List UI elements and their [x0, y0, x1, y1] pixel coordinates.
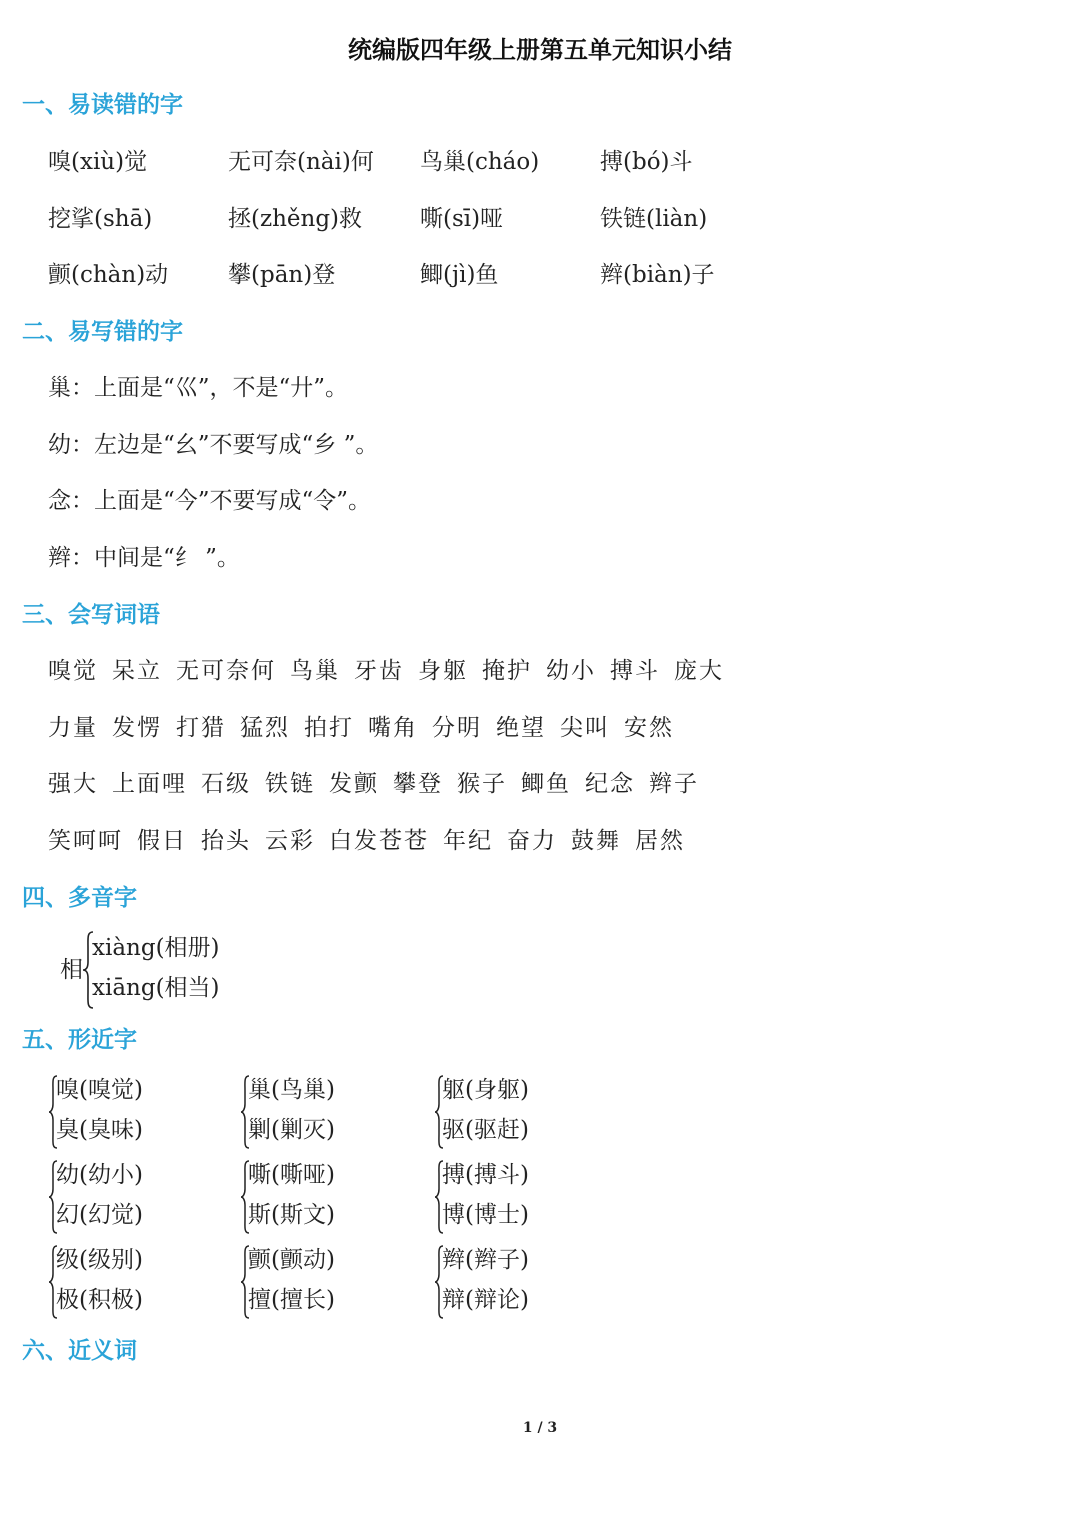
vocab-word: 猛烈 [240, 715, 290, 741]
vocab-word: 尖叫 [560, 715, 610, 741]
vocab-word: 无可奈何 [176, 658, 276, 684]
vocab-word: 发颤 [329, 771, 379, 797]
miswritten-note: 巢：上面是“巛”，不是“廾”。 [48, 375, 349, 401]
similar-char-pair [48, 1070, 248, 1154]
vocab-row [48, 821, 699, 861]
section-heading-polyphone: 四、多音字 [22, 885, 137, 911]
vocab-word: 上面哩 [112, 771, 187, 797]
vocab-word: 搏斗 [610, 658, 660, 684]
misread-row [0, 199, 1080, 239]
similar-char-entry: 斯(斯文) [248, 1202, 335, 1228]
section-heading-synonyms: 六、近义词 [22, 1338, 137, 1364]
vocab-word: 呆立 [112, 658, 162, 684]
vocab-word: 白发苍苍 [329, 828, 429, 854]
vocab-word: 牙齿 [354, 658, 404, 684]
polyphone-char: 相 [60, 957, 83, 983]
vocab-word: 抬头 [201, 828, 251, 854]
similar-char-entry: 巢(鸟巢) [248, 1077, 335, 1103]
vocab-row [48, 651, 738, 691]
vocab-word: 发愣 [112, 715, 162, 741]
polyphone-reading: xiàng(相册) [92, 935, 220, 961]
misread-row [0, 255, 1080, 295]
similar-char-entry: 躯(身躯) [442, 1077, 529, 1103]
misread-row [0, 142, 1080, 182]
similar-char-entry: 搏(搏斗) [442, 1162, 529, 1188]
miswritten-note: 念：上面是“今”不要写成“令”。 [48, 488, 372, 514]
similar-char-pair [434, 1155, 634, 1239]
similar-char-entry: 辫(辫子) [442, 1247, 529, 1273]
vocab-word: 鼓舞 [571, 828, 621, 854]
vocab-word: 身躯 [418, 658, 468, 684]
similar-char-entry: 颤(颤动) [248, 1247, 335, 1273]
vocab-word: 铁链 [265, 771, 315, 797]
vocab-word: 打猎 [176, 715, 226, 741]
miswritten-note: 幼：左边是“幺”不要写成“乡 ”。 [48, 432, 379, 458]
polyphone-group [60, 928, 320, 1012]
similar-char-entry: 嗅(嗅觉) [56, 1077, 143, 1103]
vocab-word: 掩护 [482, 658, 532, 684]
vocab-word: 纪念 [585, 771, 635, 797]
section-heading-similar-chars: 五、形近字 [22, 1027, 137, 1053]
misread-item: 鲫(jì)鱼 [420, 262, 499, 288]
vocab-word: 拍打 [304, 715, 354, 741]
similar-char-entry: 驱(驱赶) [442, 1117, 529, 1143]
misread-item: 嗅(xiù)觉 [48, 149, 148, 175]
vocab-word: 嗅觉 [48, 658, 98, 684]
document-title: 统编版四年级上册第五单元知识小结 [348, 36, 732, 64]
vocab-word: 绝望 [496, 715, 546, 741]
vocab-word: 强大 [48, 771, 98, 797]
similar-char-entry: 擅(擅长) [248, 1287, 335, 1313]
vocab-word: 奋力 [507, 828, 557, 854]
similar-char-entry: 臭(臭味) [56, 1117, 143, 1143]
similar-char-entry: 极(积极) [56, 1287, 143, 1313]
vocab-row [48, 708, 688, 748]
similar-char-entry: 博(博士) [442, 1202, 529, 1228]
similar-char-pair [240, 1240, 440, 1324]
similar-char-entry: 剿(剿灭) [248, 1117, 335, 1143]
similar-char-entry: 级(级别) [56, 1247, 143, 1273]
section-heading-misread: 一、易读错的字 [22, 92, 183, 118]
similar-char-entry: 嘶(嘶哑) [248, 1162, 335, 1188]
similar-char-pair [48, 1240, 248, 1324]
page-number: 1 / 3 [522, 1420, 558, 1436]
misread-item: 嘶(sī)哑 [420, 206, 504, 232]
similar-char-entry: 幼(幼小) [56, 1162, 143, 1188]
misread-item: 拯(zhěng)救 [228, 206, 363, 232]
vocab-word: 居然 [635, 828, 685, 854]
misread-item: 辫(biàn)子 [600, 262, 715, 288]
vocab-word: 嘴角 [368, 715, 418, 741]
similar-char-pair [240, 1070, 440, 1154]
vocab-word: 鲫鱼 [521, 771, 571, 797]
vocab-word: 云彩 [265, 828, 315, 854]
vocab-word: 假日 [137, 828, 187, 854]
polyphone-reading: xiāng(相当) [92, 975, 220, 1001]
vocab-word: 笑呵呵 [48, 828, 123, 854]
misread-item: 挖挲(shā) [48, 206, 153, 232]
miswritten-note: 辫：中间是“纟 ”。 [48, 545, 240, 571]
vocab-word: 安然 [624, 715, 674, 741]
vocab-word: 辫子 [649, 771, 699, 797]
similar-char-pair [434, 1070, 634, 1154]
vocab-word: 石级 [201, 771, 251, 797]
vocab-word: 幼小 [546, 658, 596, 684]
vocab-row [48, 764, 713, 804]
misread-item: 无可奈(nài)何 [228, 149, 374, 175]
vocab-word: 攀登 [393, 771, 443, 797]
similar-char-pair [240, 1155, 440, 1239]
misread-item: 铁链(liàn) [600, 206, 708, 232]
section-heading-miswritten: 二、易写错的字 [22, 319, 183, 345]
similar-char-entry: 幻(幻觉) [56, 1202, 143, 1228]
similar-char-entry: 辩(辩论) [442, 1287, 529, 1313]
vocab-word: 鸟巢 [290, 658, 340, 684]
vocab-word: 猴子 [457, 771, 507, 797]
vocab-word: 分明 [432, 715, 482, 741]
misread-item: 颤(chàn)动 [48, 262, 169, 288]
misread-item: 鸟巢(cháo) [420, 149, 540, 175]
vocab-word: 力量 [48, 715, 98, 741]
similar-char-pair [48, 1155, 248, 1239]
misread-item: 搏(bó)斗 [600, 149, 693, 175]
vocab-word: 庞大 [674, 658, 724, 684]
vocab-word: 年纪 [443, 828, 493, 854]
misread-item: 攀(pān)登 [228, 262, 336, 288]
section-heading-vocabulary: 三、会写词语 [22, 602, 160, 628]
similar-char-pair [434, 1240, 634, 1324]
